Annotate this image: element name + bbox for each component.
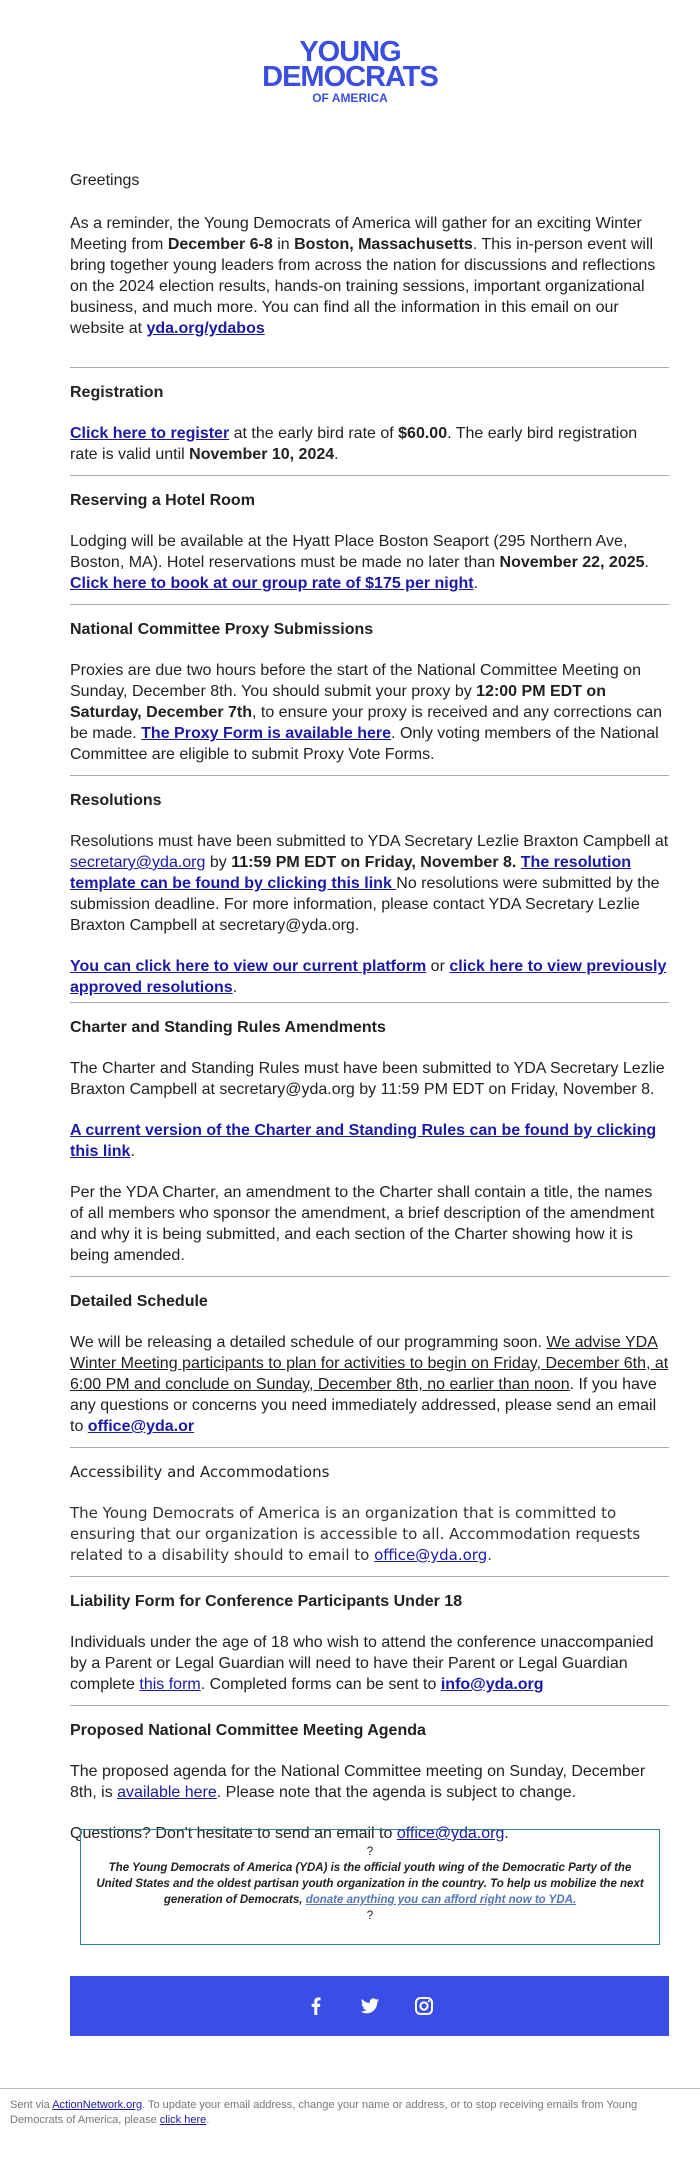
liability-heading: Liability Form for Conference Participants Under 18 [70,1593,463,1610]
accessibility-heading: Accessibility and Accommodations [70,1463,330,1481]
divider [70,1576,669,1577]
schedule-paragraph: We will be releasing a detailed schedule of our programming soon. We advise YDA Winter Meeting participants to plan for activities to begin on Friday, December 6th, at 6:00 PM and conclude on Sunday, December 8th, no earlier than noon. If you have any questions or concerns you need immediately addressed, please send an email to office@yda.or [70,1334,669,1435]
divider [70,775,669,776]
divider [70,1002,669,1003]
hotel-heading: Reserving a Hotel Room [70,492,255,509]
proxy-heading: National Committee Proxy Submissions [70,621,374,638]
previous-resolutions-link[interactable]: click here to view previously approved resolutions [70,958,667,996]
platform-link[interactable]: You can click here to view our current platform [70,958,427,975]
resolutions-paragraph: Resolutions must have been submitted to YDA Secretary Lezlie Braxton Campbell at secretary@yda.org by 11:59 PM EDT on Friday, November 8. The resolution template can be found by clicking this link No resolutions were submitted by the submission deadline. For more information, please contact YDA Secretary Lezlie Braxton Campbell at secretary@yda.org. [70,833,669,934]
proxy-form-link[interactable]: The Proxy Form is available here [141,725,392,742]
proxy-paragraph: Proxies are due two hours before the start of the National Committee Meeting on Sunday, December 8th. You should submit your proxy by 12:00 PM EDT on Saturday, December 7th, to ensure your proxy is received and any corrections can be made. The Proxy Form is available here. Only voting members of the National Committee are eligible to submit Proxy Vote Forms. [70,662,662,763]
secretary-email-link[interactable]: secretary@yda.org [70,854,206,871]
resolution-template-link[interactable]: The resolution template can be found by clicking this link [70,854,632,892]
unsubscribe-link[interactable]: click here [159,2114,207,2126]
divider [70,1705,669,1706]
yda-logo[interactable] [0,36,700,105]
divider [70,475,669,476]
hotel-booking-link[interactable]: Click here to book at our group rate of $175 per night [70,575,474,592]
registration-heading: Registration [70,384,164,401]
office-email-link[interactable]: office@yda.or [87,1418,195,1435]
accessibility-paragraph: The Young Democrats of America is an organization that is committed to ensuring that our organization is accessible to all. Accommodation requests related to a disability should to email to office@yda.org. [70,1504,641,1564]
charter-link-paragraph: A current version of the Charter and Standing Rules can be found by clicking this link. [70,1122,657,1160]
logo-line-young: YOUNG [299,36,401,68]
schedule-heading: Detailed Schedule [70,1293,208,1310]
donate-link[interactable]: donate anything you can afford right now to YDA. [305,1894,577,1906]
social-footer-bar [70,1976,669,2036]
footer-divider [0,2088,700,2089]
unsubscribe-notice: Sent via ActionNetwork.org. To update your email address, change your name or address, or to stop receiving emails from Young Democrats of America, please click here. [10,2099,638,2126]
agenda-heading: Proposed National Committee Meeting Agenda [70,1722,426,1739]
resolutions-heading: Resolutions [70,792,162,809]
hotel-paragraph: Lodging will be available at the Hyatt Place Boston Seaport (295 Northern Ave, Boston, MA). Hotel reservations must be made no later than November 22, 2025. Click here to book at our group rate of $175 per night. [70,533,649,592]
logo-line-democrats: DEMOCRATS [262,60,438,93]
liability-form-link[interactable]: this form [139,1676,201,1693]
logo-line-of-america: OF AMERICA [312,90,388,105]
intro-paragraph: As a reminder, the Young Democrats of America will gather for an exciting Winter Meeting from December 6-8 in Boston, Massachusetts. This in-person event will bring together young leaders from across the nation for discussions and reflections on the 2024 election results, hands-on training sessions, important organizational business, and much more. You can find all the information in this email on our website at yda.org/ydabos [70,215,656,337]
questions-email-link[interactable]: office@yda.org [396,1825,505,1842]
facebook-icon[interactable] [306,1996,326,2016]
agenda-link[interactable]: available here [117,1784,217,1801]
agenda-paragraph: The proposed agenda for the National Committee meeting on Sunday, December 8th, is available here. Please note that the agenda is subject to change. [70,1763,646,1801]
charter-heading: Charter and Standing Rules Amendments [70,1019,386,1036]
email-body [70,170,669,1844]
charter-amendment-paragraph: Per the YDA Charter, an amendment to the Charter shall contain a title, the names of all members who sponsor the amendment, a brief description of the amendment and why it is being submitted, and each section of the Charter showing how it is being amended. [70,1184,655,1264]
instagram-icon[interactable] [414,1996,434,2016]
accessibility-email-link[interactable]: office@yda.org [374,1546,488,1564]
divider [70,367,669,368]
divider [70,1447,669,1448]
charter-link[interactable]: A current version of the Charter and Standing Rules can be found by clicking this link [70,1122,657,1160]
questions-paragraph: Questions? Don't hesitate to send an email to office@yda.org. [70,1825,509,1842]
register-link[interactable]: Click here to register [70,425,230,442]
callout-bottom-mark: ? [366,1910,374,1922]
registration-paragraph: Click here to register at the early bird rate of $60.00. The early bird registration rate is valid until November 10, 2024. [70,425,638,463]
callout-top-mark: ? [366,1846,374,1858]
donation-callout [80,1829,660,1945]
actionnetwork-link[interactable]: ActionNetwork.org [52,2099,143,2111]
callout-text: The Young Democrats of America (YDA) is the official youth wing of the Democratic Party of the United States and the oldest partisan youth organization in the country. To help us mobilize the next generation of Democrats, donate anything you can afford right now to YDA. [96,1862,644,1906]
divider [70,1276,669,1277]
website-link[interactable]: yda.org/ydabos [146,320,265,337]
platform-paragraph: You can click here to view our current platform or click here to view previously approved resolutions. [70,958,667,996]
liability-paragraph: Individuals under the age of 18 who wish to attend the conference unaccompanied by a Parent or Legal Guardian will need to have their Parent or Legal Guardian complete this form. Completed forms can be sent to info@yda.org [70,1634,654,1693]
info-email-link[interactable]: info@yda.org [440,1676,544,1693]
divider [70,604,669,605]
charter-paragraph: The Charter and Standing Rules must have been submitted to YDA Secretary Lezlie Braxton Campbell at secretary@yda.org by 11:59 PM EDT on Friday, November 8. [70,1060,665,1098]
twitter-icon[interactable] [360,1996,380,2016]
greeting: Greetings [70,172,140,189]
